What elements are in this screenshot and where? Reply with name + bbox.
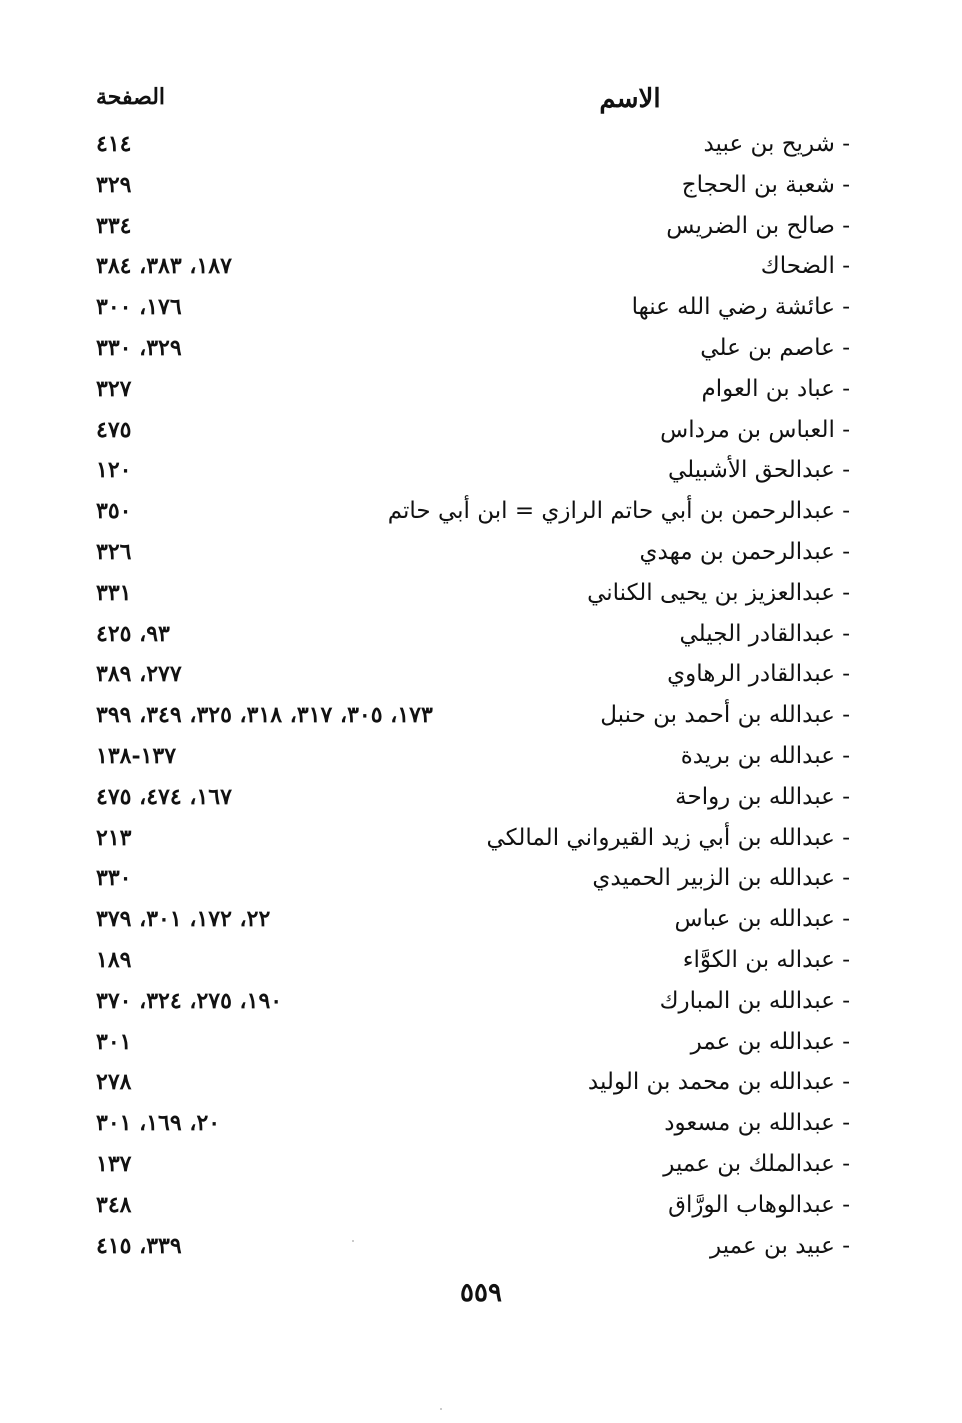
entry-name: - عبدالله بن الزبير الحميدي	[592, 865, 850, 892]
index-entry	[90, 124, 850, 165]
entry-name: - عبدالرحمن بن مهدي	[639, 538, 850, 565]
entry-name: - عبدالعزيز بن يحيى الكناني	[587, 579, 850, 606]
index-entry	[90, 491, 850, 532]
index-entry	[90, 899, 850, 940]
index-entry	[90, 573, 850, 614]
entry-name: - عبدالله بن بريدة	[680, 742, 850, 769]
entry-pages: ٣٢٩، ٣٣٠	[96, 334, 182, 361]
index-entries	[90, 124, 850, 1266]
entry-pages: ٣٢٩	[96, 171, 132, 198]
index-entry	[90, 206, 850, 247]
index-entry	[90, 246, 850, 287]
index-entry	[90, 165, 850, 206]
entry-pages: ٣٤٨	[96, 1191, 132, 1218]
entry-pages: ١٢٠	[96, 457, 132, 484]
index-entry	[90, 1022, 850, 1063]
entry-name: - عبدالله بن مسعود	[664, 1110, 850, 1137]
index-entry	[90, 410, 850, 451]
entry-pages: ١٣٧	[96, 1150, 132, 1177]
index-entry	[90, 981, 850, 1022]
entry-name: - عبدالله بن أحمد بن حنبل	[600, 702, 850, 729]
index-entry	[90, 614, 850, 655]
index-entry	[90, 532, 850, 573]
entry-pages: ٣٥٠	[96, 498, 132, 525]
entry-pages: ٣٣١	[96, 579, 132, 606]
page-number: ٥٥٩	[460, 1278, 502, 1308]
entry-name: - عبدالوهاب الورَّاق	[668, 1191, 850, 1218]
index-entry	[90, 695, 850, 736]
scan-speck	[352, 1240, 354, 1242]
entry-pages: ٣٣٤	[96, 212, 132, 239]
entry-name: - عبدالرحمن بن أبي حاتم الرازي = ابن أبي حاتم	[387, 498, 850, 525]
index-entry	[90, 940, 850, 981]
entry-pages: ١٧٦، ٣٠٠	[96, 294, 182, 321]
index-entry	[90, 736, 850, 777]
index-entry	[90, 777, 850, 818]
index-entry	[90, 858, 850, 899]
index-entry	[90, 287, 850, 328]
entry-pages: ١٦٧، ٤٧٤، ٤٧٥	[96, 783, 232, 810]
index-entry	[90, 1062, 850, 1103]
entry-name: - عبدالحق الأشبيلي	[667, 457, 850, 484]
scan-speck	[440, 1408, 442, 1410]
index-entry	[90, 450, 850, 491]
entry-name: - عبداله بن الكوَّاء	[682, 946, 850, 973]
entry-name: - الضحاك	[760, 253, 850, 280]
entry-name: - عبدالملك بن عمير	[663, 1150, 850, 1177]
entry-name: - عبدالله بن المبارك	[659, 987, 850, 1014]
name-column-heading: الاسم	[599, 84, 661, 114]
entry-pages: ٩٣، ٤٢٥	[96, 620, 170, 647]
entry-pages: ٣٣٠	[96, 865, 132, 892]
entry-name: - العباس بن مرداس	[660, 416, 850, 443]
entry-pages: ٢٢، ١٧٢، ٣٠١، ٣٧٩	[96, 906, 271, 933]
entry-pages: ٤٧٥	[96, 416, 132, 443]
entry-name: - عبيد بن عمير	[710, 1232, 850, 1259]
entry-name: - عائشة رضي الله عنها	[631, 294, 850, 321]
index-entry	[90, 1226, 850, 1267]
entry-name: - عبدالله بن عمر	[690, 1028, 850, 1055]
entry-name: - عاصم بن علي	[700, 334, 850, 361]
index-entry	[90, 369, 850, 410]
entry-name: - عبدالله بن محمد بن الوليد	[587, 1069, 850, 1096]
entry-pages: ١٨٩	[96, 946, 132, 973]
entry-pages: ٣٢٧	[96, 375, 132, 402]
entry-pages: ١٨٧، ٣٨٣، ٣٨٤	[96, 253, 232, 280]
index-entry	[90, 1103, 850, 1144]
entry-name: - عبدالقادر الجيلي	[679, 620, 850, 647]
index-entry	[90, 328, 850, 369]
entry-pages: ٤١٤	[96, 131, 132, 157]
entry-name: - عبدالله بن أبي زيد القيرواني المالكي	[486, 824, 850, 851]
index-entry	[90, 1185, 850, 1226]
entry-pages: ٢٠، ١٦٩، ٣٠١	[96, 1110, 221, 1137]
entry-pages: ٢٧٨	[96, 1069, 132, 1096]
entry-name: - عبدالقادر الرهاوي	[667, 661, 850, 688]
entry-pages: ١٧٣، ٣٠٥، ٣١٧، ٣١٨، ٣٢٥، ٣٤٩، ٣٩٩	[96, 702, 433, 729]
page-column-heading: الصفحة	[96, 84, 166, 110]
entry-pages: ١٩٠، ٢٧٥، ٣٢٤، ٣٧٠	[96, 987, 283, 1014]
entry-name: - شريح بن عبيد	[703, 131, 850, 157]
index-entry	[90, 1144, 850, 1185]
entry-pages: ١٣٧-١٣٨	[96, 742, 177, 769]
column-header	[90, 84, 850, 124]
entry-name: - عباد بن العوام	[701, 375, 850, 402]
entry-pages: ٢١٣	[96, 824, 132, 851]
entry-name: - صالح بن الضريس	[666, 212, 850, 239]
index-entry	[90, 818, 850, 859]
entry-pages: ٣٣٩، ٤١٥	[96, 1232, 182, 1259]
entry-pages: ٣٢٦	[96, 538, 132, 565]
entry-pages: ٢٧٧، ٣٨٩	[96, 661, 182, 688]
entry-name: - شعبة بن الحجاج	[681, 171, 850, 198]
entry-pages: ٣٠١	[96, 1028, 132, 1055]
entry-name: - عبدالله بن رواحة	[675, 783, 850, 810]
index-entry	[90, 654, 850, 695]
entry-name: - عبدالله بن عباس	[674, 906, 850, 933]
